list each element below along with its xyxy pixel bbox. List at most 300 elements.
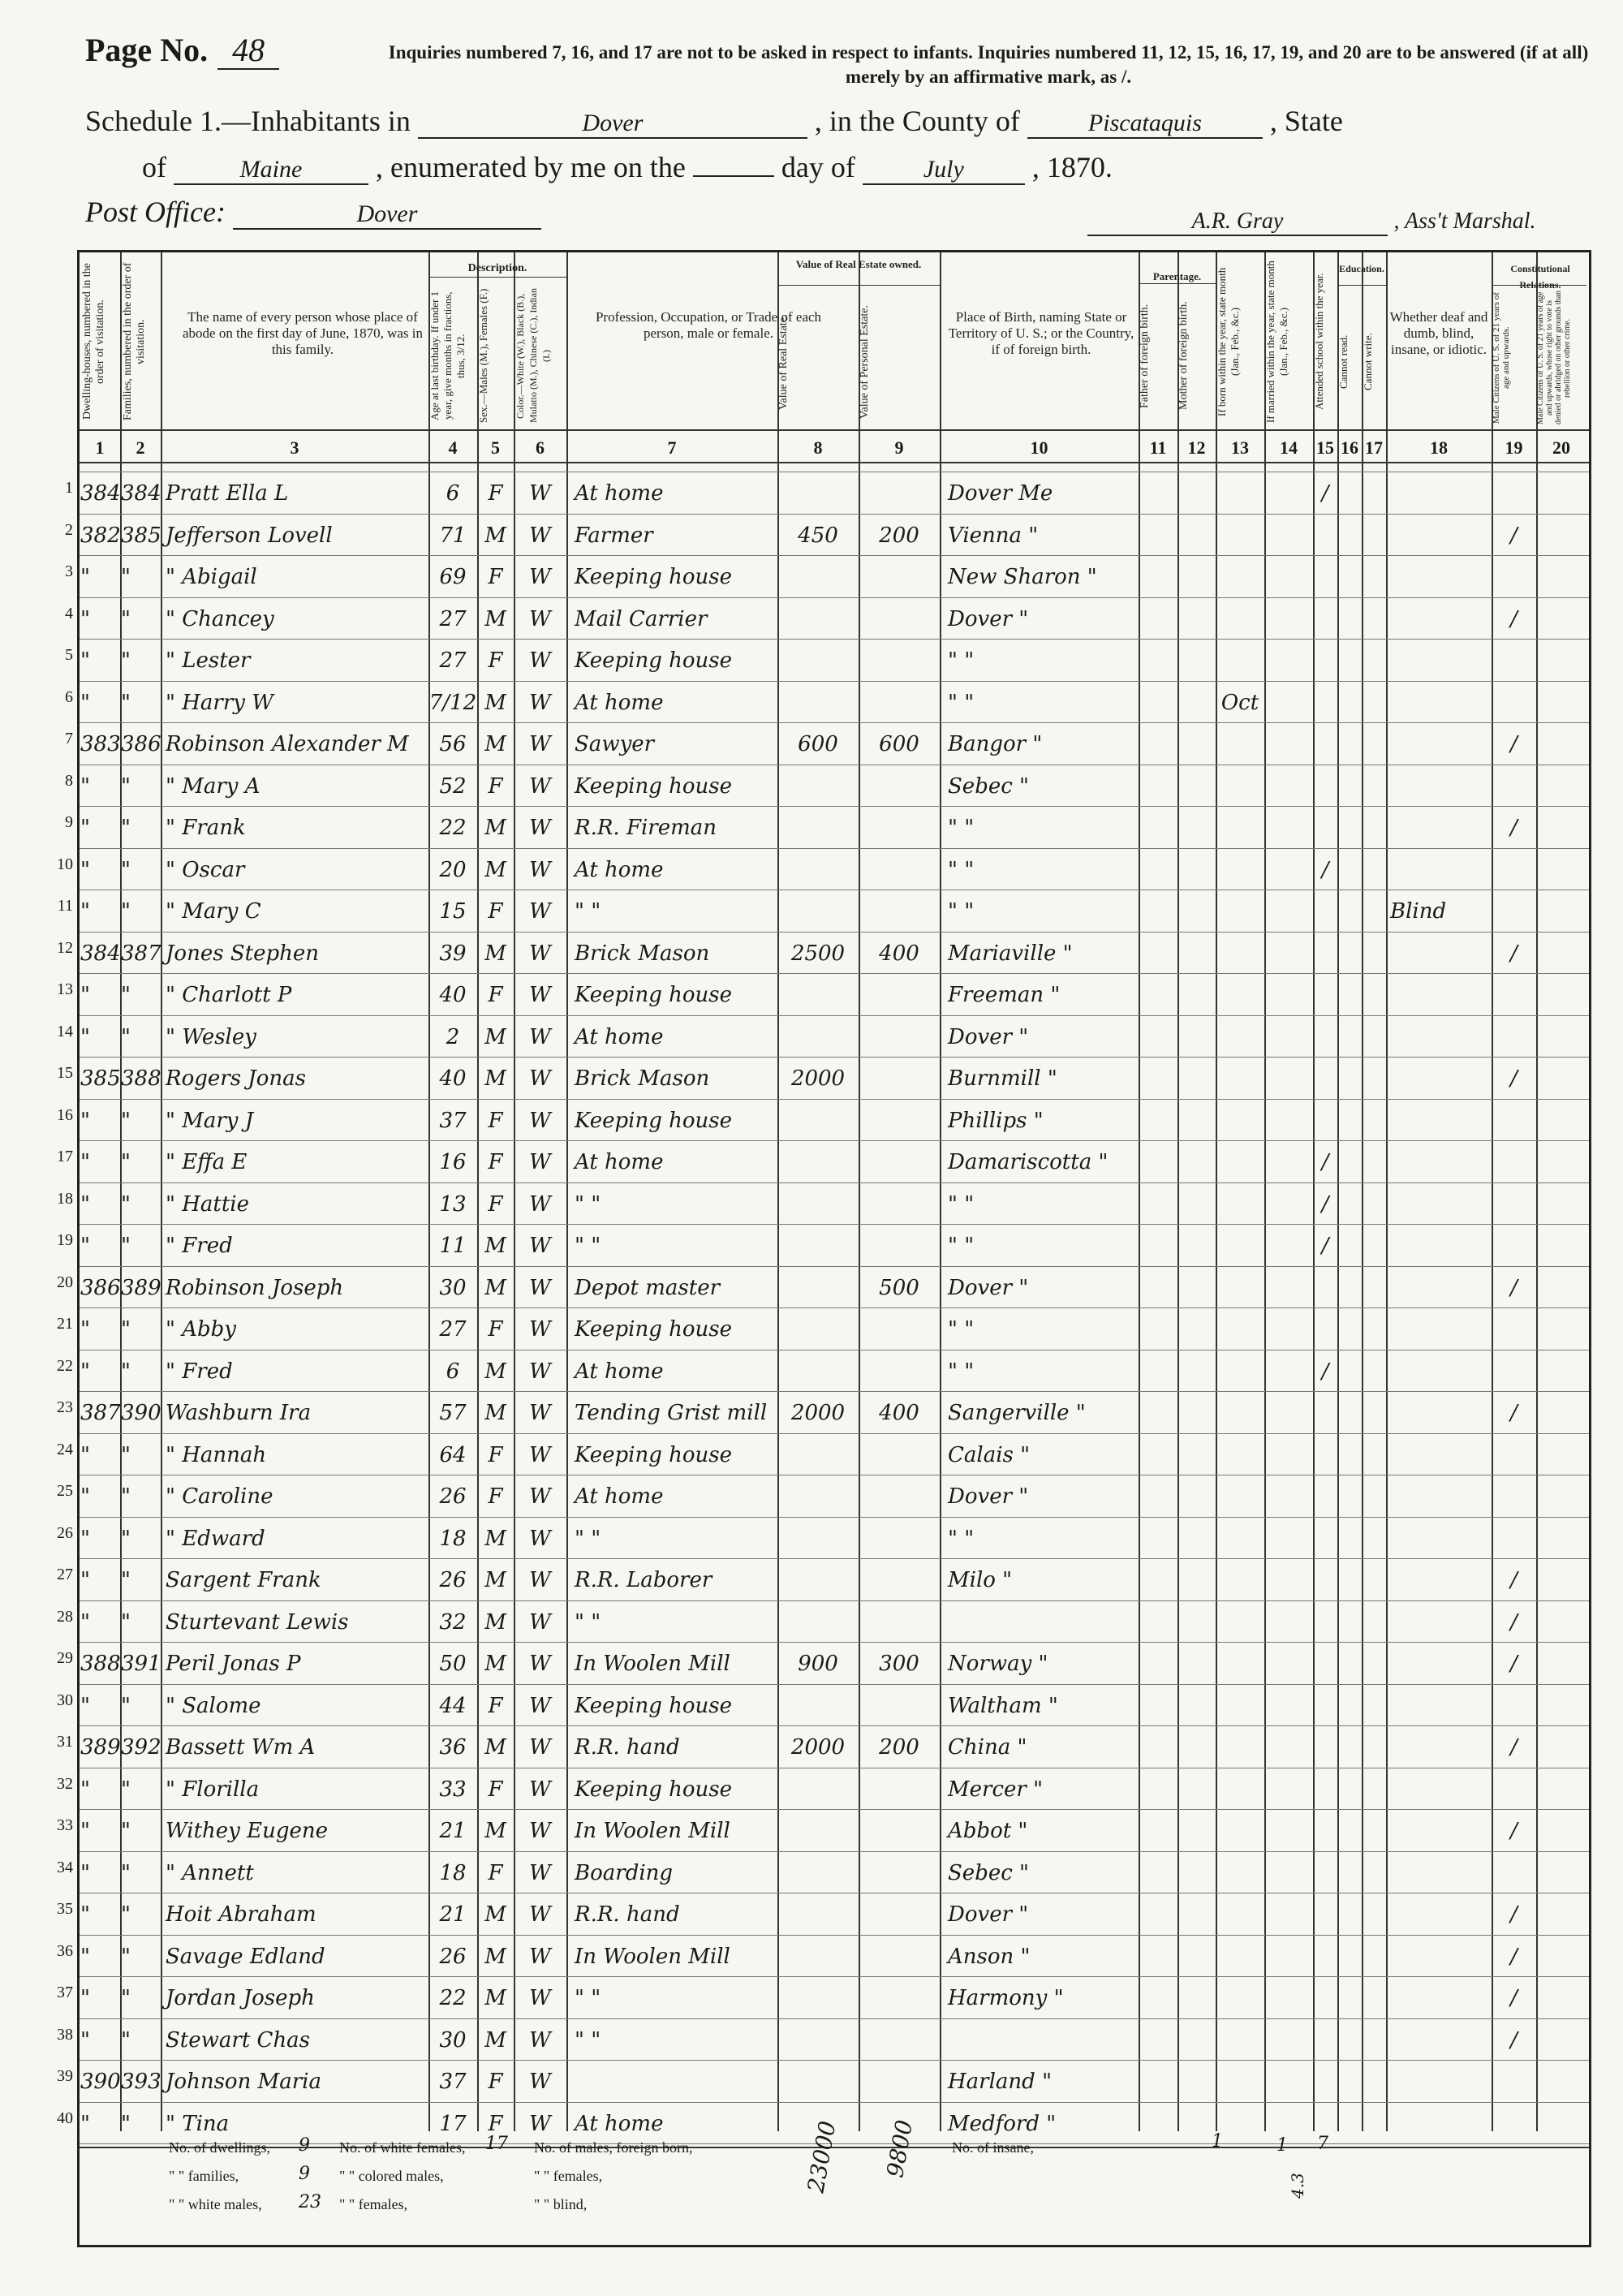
cell-birth: Phillips " (948, 1108, 1044, 1133)
row-number: 16 (57, 1105, 73, 1124)
column-number: 16 (1341, 437, 1358, 458)
cell-dw: " (80, 1860, 90, 1885)
cell-occ: R.R. Fireman (575, 816, 717, 840)
cell-occ: " " (575, 1986, 601, 2010)
cell-age: 26 (439, 1484, 467, 1509)
cell-name: Johnson Maria (166, 2070, 321, 2094)
cell-name: Sturtevant Lewis (166, 1609, 349, 1635)
cell-sex: F (488, 648, 503, 673)
school-total: 7 (1317, 2134, 1328, 2154)
column-number: 8 (813, 437, 823, 458)
cell-color: W (529, 1609, 551, 1635)
cell-dw: " (80, 1944, 90, 1969)
cell-c19: / (1510, 523, 1518, 548)
cell-color: W (529, 648, 551, 673)
cell-name: " Mary C (166, 899, 261, 924)
cell-name: Rogers Jonas (166, 1066, 306, 1091)
cell-dw: " (80, 565, 90, 589)
row-divider (80, 1725, 1589, 1726)
cell-occ: Keeping house (575, 983, 732, 1007)
cell-fam: 387 (121, 941, 161, 966)
cell-color: W (529, 1484, 551, 1509)
column-number: 18 (1430, 437, 1448, 458)
cell-fam: 390 (121, 1401, 161, 1425)
cell-sex: F (488, 1108, 503, 1133)
row-divider (80, 1600, 1589, 1601)
column-divider (1337, 252, 1339, 2131)
cell-c19: / (1510, 732, 1518, 756)
cell-color: W (529, 1024, 551, 1049)
cell-birth: Abbot " (948, 1819, 1028, 1843)
cell-color: W (529, 1735, 551, 1760)
cell-color: W (529, 2027, 551, 2053)
row-number: 3 (65, 562, 73, 580)
cell-fam: " (121, 1442, 131, 1467)
cell-color: W (529, 1108, 551, 1133)
cell-color: W (529, 1317, 551, 1342)
cell-dw: " (80, 857, 90, 882)
cell-name: " Harry W (166, 690, 273, 715)
cell-color: W (529, 941, 551, 966)
cell-occ: " " (575, 899, 601, 924)
cell-age: 40 (439, 983, 467, 1007)
cell-color: W (529, 1150, 551, 1174)
row-divider (80, 681, 1589, 682)
row-number: 32 (57, 1774, 73, 1793)
cell-color: W (529, 1526, 551, 1551)
cell-c19: / (1510, 2027, 1518, 2053)
row-number: 23 (57, 1398, 73, 1416)
cell-c19: / (1510, 1066, 1518, 1091)
cell-sex: F (488, 983, 503, 1007)
cell-c15: / (1321, 857, 1329, 882)
col-8-header: Value of Real Estate. (777, 314, 790, 410)
cell-sex: M (484, 1609, 506, 1635)
row-number: 19 (57, 1231, 73, 1249)
column-divider (1536, 252, 1538, 2131)
cell-color: W (529, 565, 551, 589)
cell-sex: M (484, 1359, 506, 1384)
cell-name: Jefferson Lovell (166, 523, 333, 548)
cell-dw: " (80, 1234, 90, 1258)
cell-c19: / (1510, 606, 1518, 631)
cell-age: 17 (439, 2111, 467, 2136)
cell-sex: M (484, 1024, 506, 1049)
cell-color: W (529, 481, 551, 506)
row-number: 17 (57, 1148, 73, 1165)
column-number: 7 (667, 437, 677, 458)
cell-age: 30 (439, 1275, 467, 1300)
cell-occ: Farmer (575, 523, 653, 548)
cell-re: 2000 (790, 1401, 846, 1425)
cell-color: W (529, 983, 551, 1007)
cell-fam: " (121, 1108, 131, 1133)
row-number: 9 (65, 813, 73, 831)
row-number: 7 (65, 730, 73, 747)
cell-occ: " " (575, 1609, 601, 1635)
cell-fam: " (121, 1150, 131, 1174)
cell-sex: M (484, 732, 506, 756)
cell-age: 37 (439, 2070, 467, 2094)
row-divider (80, 555, 1589, 556)
cell-age: 27 (439, 1317, 467, 1342)
group-divider (777, 285, 940, 286)
row-divider (80, 932, 1589, 933)
cell-name: Robinson Joseph (166, 1275, 344, 1300)
cell-age: 69 (439, 565, 467, 589)
cell-sex: M (484, 1526, 506, 1551)
cell-birth: Harmony " (948, 1986, 1064, 2010)
row-number: 13 (57, 980, 73, 998)
cell-dw: " (80, 1902, 90, 1927)
cell-name: Washburn Ira (166, 1401, 312, 1425)
cell-birth: Bangor " (948, 732, 1043, 756)
cell-birth: Mariaville " (948, 941, 1073, 966)
column-number: 10 (1030, 437, 1048, 458)
cell-age: 36 (439, 1735, 467, 1760)
cell-color: W (529, 816, 551, 840)
col-2-header: Families, numbered in the order of visitation. (122, 262, 147, 421)
cell-fam: " (121, 857, 131, 882)
cell-occ: " " (575, 1526, 601, 1551)
cell-color: W (529, 1902, 551, 1927)
cell-fam: " (121, 1609, 131, 1635)
enumeration-line: of Maine , enumerated by me on the day of July , 1870. (142, 151, 1113, 183)
cell-sex: F (488, 899, 503, 924)
cell-dw: " (80, 816, 90, 840)
cell-birth: Damariscotta " (948, 1150, 1109, 1174)
column-number: 17 (1365, 437, 1383, 458)
row-number: 38 (57, 2025, 73, 2044)
cell-color: W (529, 732, 551, 756)
cell-birth: Dover " (948, 606, 1029, 631)
row-number: 27 (57, 1566, 73, 1583)
education-header: Education. (1339, 263, 1384, 274)
cell-name: " Charlott P (166, 983, 292, 1007)
cell-name: " Lester (166, 648, 251, 673)
col-12-header: Mother of foreign birth. (1177, 301, 1190, 411)
cell-c19: / (1510, 941, 1518, 966)
column-number: 1 (95, 437, 105, 458)
cell-sex: F (488, 2111, 503, 2136)
cell-fam: " (121, 1234, 131, 1258)
cell-color: W (529, 1275, 551, 1300)
row-divider (80, 1809, 1589, 1810)
col-5-header: Sex.—Males (M.), Females (F.) (477, 288, 489, 424)
cell-re: 900 (798, 1652, 838, 1676)
cell-birth: " " (948, 816, 975, 840)
column-number: 12 (1187, 437, 1206, 458)
row-number: 15 (57, 1064, 73, 1082)
cell-age: 40 (439, 1066, 467, 1091)
column-number: 15 (1316, 437, 1334, 458)
cell-dw: " (80, 2111, 90, 2136)
row-number: 30 (57, 1691, 73, 1709)
cell-dw: 386 (80, 1275, 121, 1300)
row-divider (80, 1224, 1589, 1225)
cell-birth: " " (948, 857, 975, 882)
cell-sex: M (484, 1652, 506, 1676)
row-number: 22 (57, 1356, 73, 1375)
cell-age: 27 (439, 606, 467, 631)
cell-birth: Milo " (948, 1568, 1013, 1592)
cell-dw: " (80, 690, 90, 715)
cell-age: 26 (439, 1568, 467, 1592)
row-number: 36 (57, 1941, 73, 1960)
cell-age: 33 (439, 1777, 467, 1802)
cell-birth: Norway " (948, 1652, 1048, 1676)
column-number: 6 (536, 437, 545, 458)
cell-dw: " (80, 1150, 90, 1174)
cell-birth: Dover " (948, 1902, 1029, 1927)
row-divider (80, 806, 1589, 807)
cell-age: 30 (439, 2027, 467, 2053)
cell-age: 27 (439, 648, 467, 673)
cell-occ: Sawyer (575, 732, 655, 756)
row-number: 24 (57, 1440, 73, 1458)
value-group-header: Value of Real Estate owned. (795, 258, 922, 270)
row-number: 1 (65, 479, 73, 497)
row-divider (80, 2102, 1589, 2103)
row-number: 26 (57, 1523, 73, 1542)
cell-occ: Keeping house (575, 1317, 732, 1342)
cell-age: 6 (446, 1359, 460, 1384)
row-divider (80, 1642, 1589, 1643)
cell-occ: Keeping house (575, 1777, 732, 1802)
cell-name: " Fred (166, 1234, 233, 1258)
cell-color: W (529, 606, 551, 631)
cell-occ: Boarding (575, 1860, 674, 1885)
cell-c15: / (1321, 1191, 1329, 1217)
cell-color: W (529, 899, 551, 924)
cell-fam: " (121, 2027, 131, 2053)
column-number: 11 (1149, 437, 1167, 458)
row-number: 35 (57, 1900, 73, 1918)
cell-color: W (529, 1652, 551, 1676)
cell-birth: " " (948, 1359, 975, 1384)
cell-birth: " " (948, 899, 975, 924)
cell-fam: 384 (121, 481, 161, 506)
cell-c19: / (1510, 1275, 1518, 1300)
cell-fam: " (121, 690, 131, 715)
cell-c19: / (1510, 1986, 1518, 2010)
cell-fam: " (121, 1317, 131, 1342)
cell-name: Withey Eugene (166, 1819, 329, 1843)
column-divider (1139, 252, 1140, 2131)
cell-sex: F (488, 1191, 503, 1217)
cell-age: 37 (439, 1108, 467, 1133)
cell-occ: Keeping house (575, 773, 732, 799)
cell-fam: " (121, 1819, 131, 1843)
cell-pe: 200 (879, 523, 919, 548)
cell-age: 22 (439, 1986, 467, 2010)
cell-name: " Salome (166, 1693, 261, 1718)
cell-dw: 384 (80, 481, 121, 506)
cell-dw: " (80, 1986, 90, 2010)
cell-age: 16 (439, 1150, 467, 1174)
cell-birth: Medford " (948, 2111, 1057, 2136)
cell-fam: " (121, 1860, 131, 1885)
row-divider (80, 1851, 1589, 1852)
cell-dw: " (80, 1359, 90, 1384)
cell-occ: Brick Mason (575, 941, 710, 966)
cell-sex: M (484, 1568, 506, 1592)
row-number: 18 (57, 1189, 73, 1208)
post-office-field: Dover (233, 200, 541, 230)
cell-color: W (529, 1066, 551, 1091)
cell-name: " Abby (166, 1317, 236, 1342)
cell-sex: M (484, 1234, 506, 1258)
cell-age: 18 (439, 1526, 467, 1551)
cell-occ: At home (575, 2111, 664, 2136)
cell-occ: " " (575, 1234, 601, 1258)
colored-males-label: " " colored males, (339, 2168, 444, 2184)
insane-label: No. of insane, (952, 2139, 1034, 2156)
cell-fam: 389 (121, 1275, 161, 1300)
group-divider (1337, 285, 1386, 286)
cell-color: W (529, 1819, 551, 1843)
column-number: 9 (894, 437, 904, 458)
cell-name: Peril Jonas P (166, 1652, 301, 1676)
row-divider (80, 2018, 1589, 2019)
cell-sex: F (488, 1484, 503, 1509)
cell-color: W (529, 1860, 551, 1885)
cell-fam: " (121, 983, 131, 1007)
cell-name: " Chancey (166, 606, 274, 631)
white-males-label: " " white males, (169, 2196, 262, 2212)
white-males-count: 23 (299, 2192, 321, 2212)
cell-birth: Waltham " (948, 1693, 1058, 1718)
county-field: Piscataquis (1027, 110, 1263, 139)
row-divider (80, 722, 1589, 723)
cell-occ: " " (575, 1191, 601, 1217)
cell-fam: " (121, 1944, 131, 1969)
cell-c19: / (1510, 1568, 1518, 1592)
cell-re: 450 (798, 523, 838, 548)
column-number: 4 (448, 437, 458, 458)
cell-sex: F (488, 1777, 503, 1802)
cell-dw: " (80, 1191, 90, 1217)
cell-c19: / (1510, 1609, 1518, 1635)
row-number: 34 (57, 1858, 73, 1876)
col-1-header: Dwelling-houses, numbered in the order of visitation. (81, 263, 106, 420)
cell-name: " Frank (166, 816, 246, 840)
cell-sex: M (484, 1275, 506, 1300)
row-number: 4 (65, 604, 73, 622)
cell-age: 13 (439, 1191, 467, 1217)
cell-re: 2500 (790, 941, 846, 966)
cell-age: 39 (439, 941, 467, 966)
row-number: 40 (57, 2109, 73, 2127)
cell-name: " Tina (166, 2111, 230, 2136)
cell-dw: " (80, 1777, 90, 1802)
cell-c19: / (1510, 1819, 1518, 1843)
cell-birth: Sangerville " (948, 1401, 1086, 1425)
cell-birth: " " (948, 690, 975, 715)
column-divider (1264, 252, 1266, 2131)
column-divider (1362, 252, 1363, 2131)
row-number: 12 (57, 938, 73, 957)
marshal-signature: A.R. Gray (1087, 209, 1388, 236)
cell-occ: At home (575, 1024, 664, 1049)
cell-sex: M (484, 1066, 506, 1091)
cell-dw: " (80, 1108, 90, 1133)
cell-sex: F (488, 1693, 503, 1718)
cell-occ: Keeping house (575, 565, 732, 589)
row-number: 8 (65, 771, 73, 790)
cell-color: W (529, 690, 551, 715)
cell-color: W (529, 773, 551, 799)
cell-dw: " (80, 773, 90, 799)
row-number: 5 (65, 646, 73, 664)
cell-occ: At home (575, 1484, 664, 1509)
cell-sex: M (484, 1944, 506, 1969)
column-divider (566, 252, 568, 2131)
cell-dw: " (80, 1317, 90, 1342)
cell-sex: M (484, 690, 506, 715)
cell-name: Savage Edland (166, 1944, 325, 1969)
cell-sex: M (484, 1401, 506, 1425)
row-divider (80, 1140, 1589, 1141)
cell-name: Jordan Joseph (166, 1986, 315, 2010)
group-divider (428, 277, 566, 278)
cell-age: 11 (439, 1234, 467, 1258)
cell-occ: R.R. Laborer (575, 1568, 712, 1592)
cell-age: 21 (439, 1902, 467, 1927)
row-number: 39 (57, 2067, 73, 2085)
column-number: 20 (1552, 437, 1570, 458)
cell-color: W (529, 1693, 551, 1718)
cell-occ: In Woolen Mill (575, 1944, 730, 1969)
cell-fam: " (121, 773, 131, 799)
cell-dw: " (80, 648, 90, 673)
column-number: 2 (136, 437, 145, 458)
column-number: 5 (491, 437, 500, 458)
row-number: 14 (57, 1022, 73, 1040)
cell-dw: " (80, 1609, 90, 1635)
cell-fam: " (121, 1191, 131, 1217)
description-header: Description. (467, 262, 527, 274)
cell-dw: 388 (80, 1652, 121, 1676)
cell-birth: Dover " (948, 1024, 1029, 1049)
cell-birth: " " (948, 1191, 975, 1217)
cell-sex: M (484, 1902, 506, 1927)
total-real-estate: 23000 (802, 2118, 842, 2195)
cell-age: 21 (439, 1819, 467, 1843)
cell-age: 22 (439, 816, 467, 840)
cell-sex: F (488, 481, 503, 506)
cell-c19: / (1510, 1652, 1518, 1676)
cell-name: " Caroline (166, 1484, 273, 1509)
col-14-header: If married within the year, state month (Jan., Feb., &c.) (1264, 261, 1289, 423)
col-6-header: Color.—White (W.), Black (B.), Mulatto (M.), Chinese (C.), Indian (I.) (514, 288, 552, 424)
cell-age: 56 (439, 732, 467, 756)
cell-fam: " (121, 1777, 131, 1802)
col-10-header: Place of Birth, naming State or Territory of U. S.; or the Country, if of foreign birth. (948, 309, 1134, 357)
cell-pe: 500 (879, 1275, 919, 1300)
column-divider (1386, 252, 1388, 2131)
cell-re: 2000 (790, 1735, 846, 1760)
col-14-mark: 1 (1276, 2135, 1288, 2156)
cell-fam: " (121, 1986, 131, 2010)
inquiries-note: Inquiries numbered 7, 16, and 17 are not to be asked in respect to infants. Inquiries numbered 11, 12, 15, 16, 17, 19, and 20 are to be answered (if at all) merely by an affirmative mark, as /. (388, 42, 1589, 87)
white-females-label: No. of white females, (339, 2139, 466, 2156)
cell-fam: " (121, 816, 131, 840)
cell-birth: Sebec " (948, 773, 1030, 799)
cell-sex: M (484, 1735, 506, 1760)
cell-birth: China " (948, 1735, 1027, 1760)
cell-occ: R.R. hand (575, 1735, 680, 1760)
